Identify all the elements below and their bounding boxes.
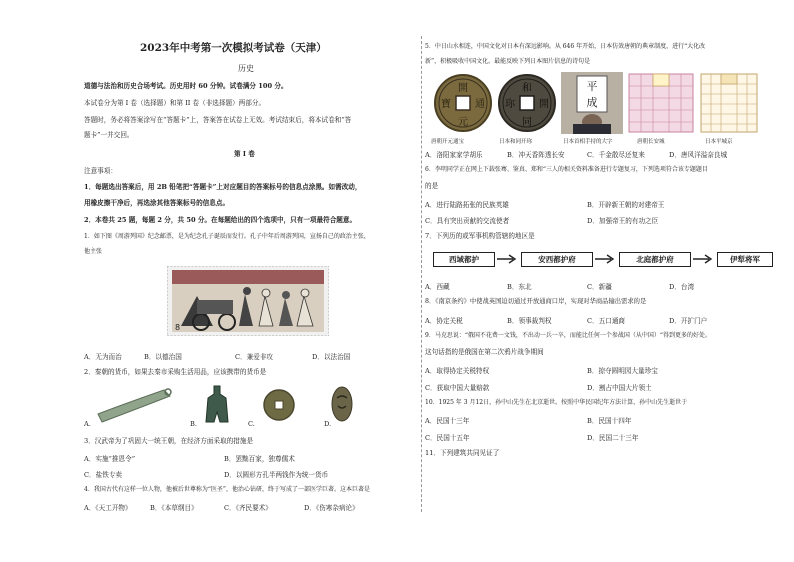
q8-option-b[interactable]: B．领事裁判权 xyxy=(507,317,552,325)
q6-option-b[interactable]: B．开辟新王朝的对建帝王 xyxy=(587,201,665,209)
exam-title: 2023年中考第一次模拟考试卷（天津） xyxy=(140,42,327,54)
q7-stem: 7．下列历的或军事机构管辖的地区是 xyxy=(425,232,535,240)
q9-option-d[interactable]: D．割占中国大片领土 xyxy=(587,384,652,392)
coin2-char-left: 珎 xyxy=(505,99,515,110)
changan-city-plan xyxy=(627,72,695,134)
q2-option-a[interactable]: A. xyxy=(84,420,91,428)
q2-option-c[interactable]: C. xyxy=(248,420,255,428)
q10-stem: 10．1925 年 3 月12日，孙中山先生在北京逝世。按照中华民国纪年方法计算，孙中山先生逝世于 xyxy=(425,399,688,406)
q5-option-c[interactable]: C．千金散尽还复来 xyxy=(587,151,645,159)
heijokyo-city-plan xyxy=(699,72,759,134)
card-char-1: 平 xyxy=(586,80,598,93)
q3-stem: 3．汉武帝为了巩固大一统王朝，在经济方面采取的措施是 xyxy=(84,437,254,445)
q4-stem: 4．我国古代有这样一位人物，他被后世尊称为“医圣”，他治心钻研，终于写成了一部医学巨著。这本巨著是 xyxy=(84,486,370,493)
q4-option-d[interactable]: D．《伤寒杂病论》 xyxy=(304,504,359,512)
card-char-2: 成 xyxy=(586,96,598,109)
flow-arrow-3 xyxy=(693,254,715,264)
q1-option-c[interactable]: C．兼爱非攻 xyxy=(235,353,274,361)
coin1-char-top: 開 xyxy=(458,83,468,94)
q5-option-d[interactable]: D．唐风洋溢奈良城 xyxy=(669,151,728,159)
intro-line-1: 道德与法治和历史合场考试。历史用时 60 分钟。试卷满分 100 分。 xyxy=(84,82,288,90)
q10-option-c[interactable]: C．民国十五年 xyxy=(425,434,470,442)
q9-stem-a: 9．马克思说：“俄国不花费一文钱，不出动一兵一卒，而能比任何一个参战国（从中国）“得到更多的好处。 xyxy=(425,332,711,339)
kaiyuan-coin-image xyxy=(433,72,493,134)
flow-box-3: 北庭都护府 xyxy=(619,252,691,267)
q9-option-c[interactable]: C．获取中国大量赔款 xyxy=(425,384,490,392)
banliang-coin-image xyxy=(262,388,296,422)
q1-option-b[interactable]: B．以德治国 xyxy=(144,353,182,361)
q3-option-d[interactable]: D．以圆形方孔半两钱作为统一货币 xyxy=(224,471,329,479)
confucius-stamp-image xyxy=(167,266,329,336)
ant-nose-money-image xyxy=(330,384,354,424)
q9-option-a[interactable]: A．取得协定关税特权 xyxy=(425,367,490,375)
q7-option-a[interactable]: A．西藏 xyxy=(425,283,450,291)
q8-option-a[interactable]: A．协定关税 xyxy=(425,317,463,325)
q8-stem: 8．《南京条约》中使战英国迫切通过开放通商口岸，实现对华商品输出需求的是 xyxy=(425,298,647,305)
coin2-char-top: 和 xyxy=(522,83,532,94)
q2-stem: 2．秦朝的货币，如果去秦市采购生活用品，应该携带的货币是 xyxy=(84,368,267,376)
exam-subject: 历史 xyxy=(238,64,254,73)
part-one-heading: 第 I 卷 xyxy=(234,150,255,158)
q5-option-a[interactable]: A．洛阳家家学胡乐 xyxy=(425,151,483,159)
q2-option-b[interactable]: B. xyxy=(190,420,197,428)
q4-option-c[interactable]: C．《齐民要术》 xyxy=(224,504,272,512)
q8-option-c[interactable]: C．五口通商 xyxy=(587,317,626,325)
q1-stem-b: 他主张 xyxy=(84,248,103,255)
notice-heading: 注意事项： xyxy=(84,167,117,175)
wadokaichin-coin-image xyxy=(497,72,557,134)
q6-option-d[interactable]: D．加强帝王的有功之臣 xyxy=(587,217,659,225)
q7-option-c[interactable]: C．新疆 xyxy=(587,283,612,291)
q2-option-d[interactable]: D. xyxy=(324,420,332,428)
q5-stem-a: 5．中日山水相连，中国文化对日本有深远影响。从 646 年开始，日本仿效唐朝的典章制度，进行“大化改 xyxy=(425,43,706,50)
q8-option-d[interactable]: D．开扩门户 xyxy=(669,317,708,325)
q10-option-d[interactable]: D．民国二十三年 xyxy=(587,434,639,442)
caption-kaiyuan: 唐朝开元通宝 xyxy=(431,139,465,145)
q3-option-b[interactable]: B．罢黜百家，独尊儒术 xyxy=(224,455,295,463)
q6-stem-b: 的是 xyxy=(425,182,439,190)
q10-option-a[interactable]: A．民国十三年 xyxy=(425,417,470,425)
flow-arrow-1 xyxy=(497,254,519,264)
q10-option-b[interactable]: B．民国十四年 xyxy=(587,417,632,425)
flow-box-2: 安西都护府 xyxy=(521,252,593,267)
pm-heisei-photo xyxy=(561,72,623,134)
q3-option-a[interactable]: A．实施“推恩令” xyxy=(84,455,136,463)
flow-box-1: 西域都护 xyxy=(433,252,495,267)
coin1-char-right: 通 xyxy=(475,99,485,110)
q7-option-b[interactable]: B．东北 xyxy=(507,283,532,291)
q1-stem-a: 1．如下图《周游列国》纪念邮票，是为纪念孔子诞辰而发行。孔子中年后周游列国，宣扬自己的政治主张， xyxy=(84,233,370,240)
q3-option-c[interactable]: C．盐铁专卖 xyxy=(84,471,123,479)
intro-line-2: 本试卷分为第 I 卷（选择题）和第 II 卷（非选择题）两部分。 xyxy=(84,99,266,107)
note-2: 2．本卷共 25 题，每题 2 分，共 50 分。在每题给出的四个选项中，只有一项最符合题意。 xyxy=(84,216,357,224)
q5-option-b[interactable]: B．冲天香阵透长安 xyxy=(507,151,565,159)
coin2-char-right: 開 xyxy=(539,99,549,110)
q9-stem-b: 这句话指的是俄国在第二次鸦片战争期间 xyxy=(425,348,544,356)
stamp-value: 8 xyxy=(175,323,181,332)
coin1-char-left: 寶 xyxy=(441,99,451,110)
q11-stem: 11．下列建筑共同见证了 xyxy=(425,449,500,457)
intro-line-3a: 答题时，务必将答案涂写在“答题卡”上，答案答在试卷上无效。考试结束后，将本试卷和“答 xyxy=(84,116,352,124)
caption-wado: 日本和同开珎 xyxy=(499,139,533,145)
q1-option-d[interactable]: D．以法治国 xyxy=(312,353,351,361)
note-1a: 1．每题选出答案后，用 2B 铅笔把“答题卡”上对应题目的答案标号的信息点涂黑。如需改动， xyxy=(84,183,362,191)
q7-option-d[interactable]: D．台湾 xyxy=(669,283,695,291)
spade-money-image xyxy=(204,384,230,424)
q4-option-a[interactable]: A．《天工开物》 xyxy=(84,504,132,512)
caption-changan: 唐朝长安城 xyxy=(637,139,665,145)
flow-arrow-2 xyxy=(595,254,617,264)
intro-line-3b: 题卡”一并交回。 xyxy=(84,131,134,139)
q6-option-c[interactable]: C．具有突出贡献的交流使者 xyxy=(425,217,510,225)
knife-money-image xyxy=(94,384,174,424)
coin1-char-bottom: 元 xyxy=(458,117,468,128)
caption-heijo: 日本平城京 xyxy=(705,139,733,145)
q4-option-b[interactable]: B．《本草纲目》 xyxy=(150,504,198,512)
q5-stem-b: 新”，积极吸收中国文化。最能反映下列日本图片信息的诗句是 xyxy=(425,58,591,65)
flow-box-4: 伊犁将军 xyxy=(717,252,773,267)
q6-option-a[interactable]: A．进行陆路拓张的民族英雄 xyxy=(425,201,509,209)
q9-option-b[interactable]: B．掠夺圆明园大量珍宝 xyxy=(587,367,658,375)
note-1b: 用橡皮擦干净后，再选涂其他答案标号的信息点。 xyxy=(84,199,230,207)
column-divider xyxy=(421,36,422,512)
coin2-char-bottom: 同 xyxy=(522,117,532,128)
q6-stem-a: 6．李明同学正在网上下载张骞、鉴真、郑和“三人的相关资料准备进行专题复习，下列选项符合该专题题目 xyxy=(425,166,708,173)
caption-heisei: 日本首相手持的大字 xyxy=(563,139,613,145)
q1-option-a[interactable]: A．无为而治 xyxy=(84,353,122,361)
